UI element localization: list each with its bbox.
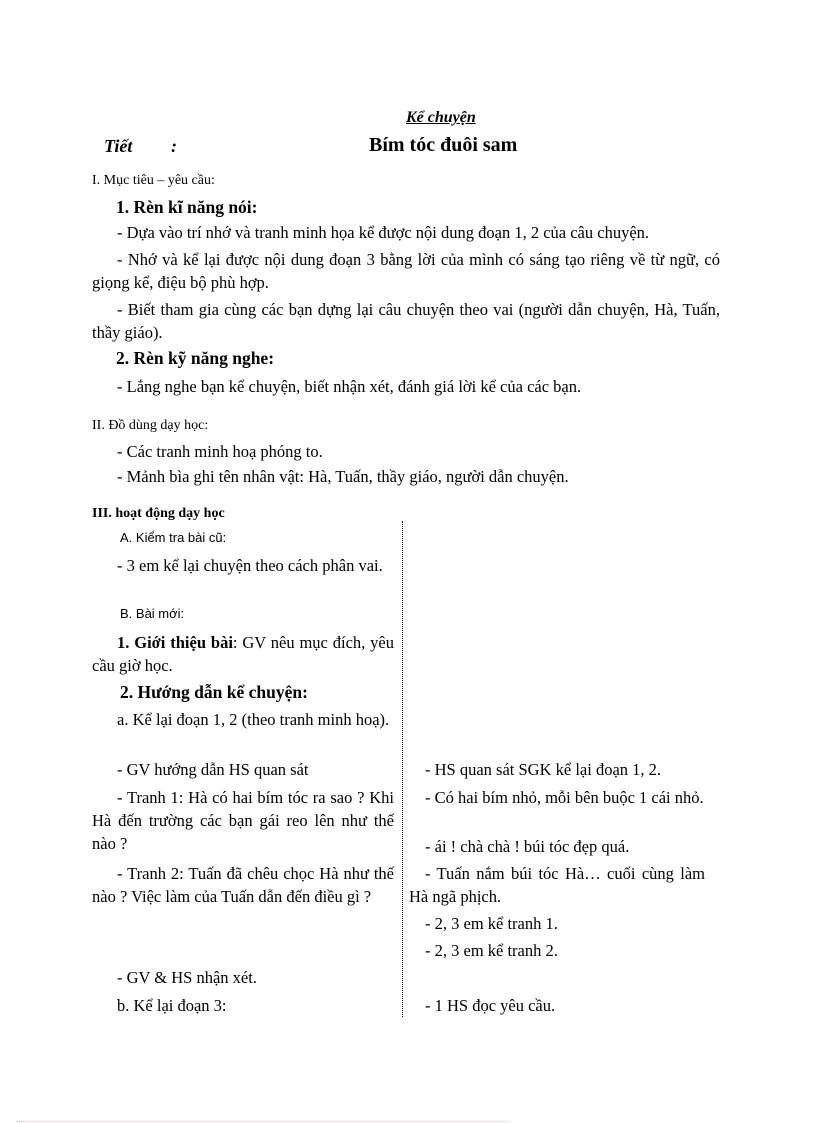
guide-heading: 2. Hướng dẫn kể chuyện: (120, 682, 308, 702)
intro-text: : GV nêu mục đích, yêu cầu giờ học. (92, 633, 394, 675)
review-heading: A. Kiểm tra bài cũ: (120, 530, 227, 545)
part-a-heading (92, 708, 394, 731)
review-text: - 3 em kể lại chuyện theo cách phân vai. (117, 556, 383, 575)
page-bottom-edge (16, 1121, 508, 1122)
section-materials-heading: II. Đồ dùng dạy học: (92, 418, 209, 433)
materials-text: - Mảnh bìa ghi tên nhân vật: Hà, Tuấn, thầy giáo, người dẫn chuyện. (117, 467, 569, 486)
picture2-text: - Tranh 2: Tuấn đã chêu chọc Hà như thế nào ? Việc làm của Tuấn dẫn đến điều gì ? (92, 864, 394, 906)
objective-text: - Dựa vào trí nhớ và tranh minh họa kể được nội dung đoạn 1, 2 của câu chuyện. (117, 223, 650, 242)
observe-text: - HS quan sát SGK kể lại đoạn 1, 2. (425, 760, 662, 779)
gv-guide-item (92, 758, 394, 781)
part-a-text: a. Kể lại đoạn 1, 2 (theo tranh minh hoạ). (117, 710, 390, 729)
part-b-heading (92, 994, 394, 1017)
new-lesson-heading: B. Bài mới: (120, 606, 185, 621)
period-label: Tiết (104, 136, 133, 156)
picture1-question (92, 786, 394, 855)
listening-item-1 (92, 375, 720, 398)
tell1-item (409, 912, 705, 935)
period-colon: : (171, 136, 177, 156)
read-requirement-text: - 1 HS đọc yêu cầu. (425, 996, 556, 1015)
review-comment-item (92, 966, 394, 989)
picture1-text: - Tranh 1: Hà có hai bím tóc ra sao ? Khi Hà đến trường các bạn gái reo lên như thế nào ? (92, 788, 394, 853)
materials-item-1 (92, 440, 720, 463)
subject-title: Kể chuyện (406, 109, 476, 126)
materials-text: - Các tranh minh hoạ phóng to. (117, 442, 323, 461)
part-b-text: b. Kể lại đoạn 3: (117, 996, 227, 1015)
answer1-item (409, 786, 705, 809)
answer2-item (409, 835, 705, 858)
tell2-item (409, 939, 705, 962)
tell1-text: - 2, 3 em kể tranh 1. (425, 914, 558, 933)
review-item (92, 554, 394, 577)
section-activities-heading: III. hoạt động dạy học (92, 506, 225, 521)
intro-paragraph (92, 631, 394, 677)
review-comment-text: - GV & HS nhận xét. (117, 968, 257, 987)
listening-skills-heading: 2. Rèn kỹ năng nghe: (116, 348, 275, 368)
objective-item-1 (92, 221, 720, 244)
objective-item-2 (92, 248, 720, 294)
read-requirement-item (409, 994, 705, 1017)
intro-label: 1. Giới thiệu bài (117, 633, 233, 652)
objective-text: - Biết tham gia cùng các bạn dựng lại câu chuyện theo vai (người dẫn chuyện, Hà, Tuấn, thầy giáo). (92, 300, 720, 342)
speaking-skills-heading: 1. Rèn kĩ năng nói: (116, 197, 258, 217)
materials-item-2 (92, 465, 720, 488)
objective-text: - Nhớ và kể lại được nội dung đoạn 3 bằng lời của mình có sáng tạo riêng về từ ngữ, có giọng kể, điệu bộ phù hợp. (92, 250, 720, 292)
answer2-text: - ái ! chà chà ! búi tóc đẹp quá. (425, 837, 630, 856)
objective-item-3 (92, 298, 720, 344)
lesson-title: Bím tóc đuôi sam (369, 134, 518, 156)
tell2-text: - 2, 3 em kể tranh 2. (425, 941, 558, 960)
answer3-item (409, 862, 705, 908)
observe-item (409, 758, 705, 781)
gv-guide-text: - GV hướng dẫn HS quan sát (117, 760, 309, 779)
picture2-question (92, 862, 394, 908)
section-objectives-heading: I. Mục tiêu – yêu cầu: (92, 173, 215, 188)
listening-text: - Lắng nghe bạn kể chuyện, biết nhận xét, đánh giá lời kể của các bạn. (117, 377, 582, 396)
column-divider (402, 521, 403, 1017)
answer1-text: - Có hai bím nhỏ, mỗi bên buộc 1 cái nhỏ. (425, 788, 704, 807)
answer3-text: - Tuấn nắm búi tóc Hà… cuối cùng làm Hà ngã phịch. (409, 864, 705, 906)
